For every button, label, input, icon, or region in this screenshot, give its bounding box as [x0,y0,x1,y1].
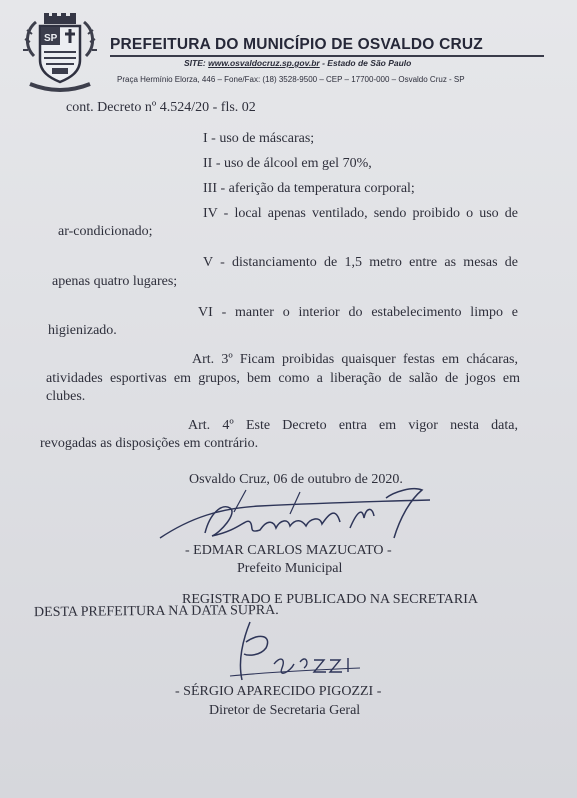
header-site [184,58,411,68]
item-ii: II - uso de álcool em gel 70%, [203,156,372,171]
site-label: SITE: [184,58,206,68]
art4-line2: revogadas as disposições em contrário. [40,436,259,451]
item-v-line2: apenas quatro lugares; [52,274,178,289]
site-url[interactable]: www.osvaldocruz.sp.gov.br [208,58,320,68]
decree-reference: cont. Decreto nº 4.524/20 - fls. 02 [66,100,256,115]
signer1-role: Prefeito Municipal [237,561,343,576]
item-vi-line1: VI - manter o interior do estabelecimento limpo e [198,305,518,320]
art4-line1: Art. 4º Este Decreto entra em vigor nesta data, [188,418,518,433]
item-vi-line2: higienizado. [48,323,117,338]
item-iv-line1: IV - local apenas ventilado, sendo proibido o uso de [203,206,518,221]
signer2-role: Diretor de Secretaria Geral [209,703,361,718]
header-title: PREFEITURA DO MUNICÍPIO DE OSVALDO CRUZ [110,36,483,53]
signer2-name: - SÉRGIO APARECIDO PIGOZZI - [175,684,382,699]
item-i: I - uso de máscaras; [203,131,315,146]
registro-line2: DESTA PREFEITURA NA DATA SUPRA. [33,602,279,621]
art3-line2: atividades esportivas em grupos, bem como a liberação de salão de jogos em [46,371,520,386]
header-divider [110,55,544,57]
site-suffix: - Estado de São Paulo [319,58,412,68]
secretary-signature-icon [210,612,380,692]
svg-text:SP: SP [44,33,58,44]
signer1-name: - EDMAR CARLOS MAZUCATO - [185,543,392,558]
document-date: Osvaldo Cruz, 06 de outubro de 2020. [189,472,403,487]
item-iv-line2: ar-condicionado; [58,224,153,239]
item-iii: III - aferição da temperatura corporal; [203,181,415,196]
registro-line1: REGISTRADO E PUBLICADO NA SECRETARIA [182,592,479,607]
municipal-crest-icon [22,12,98,96]
item-v-line1: V - distanciamento de 1,5 metro entre as mesas de [203,255,518,270]
art3-line3: clubes. [46,389,86,404]
header-address: Praça Hermínio Elorza, 446 – Fone/Fax: (18) 3528-9500 – CEP – 17700-000 – Osvaldo Cruz - SP [117,75,465,84]
art3-line1: Art. 3º Ficam proibidas quaisquer festas em chácaras, [192,352,518,367]
